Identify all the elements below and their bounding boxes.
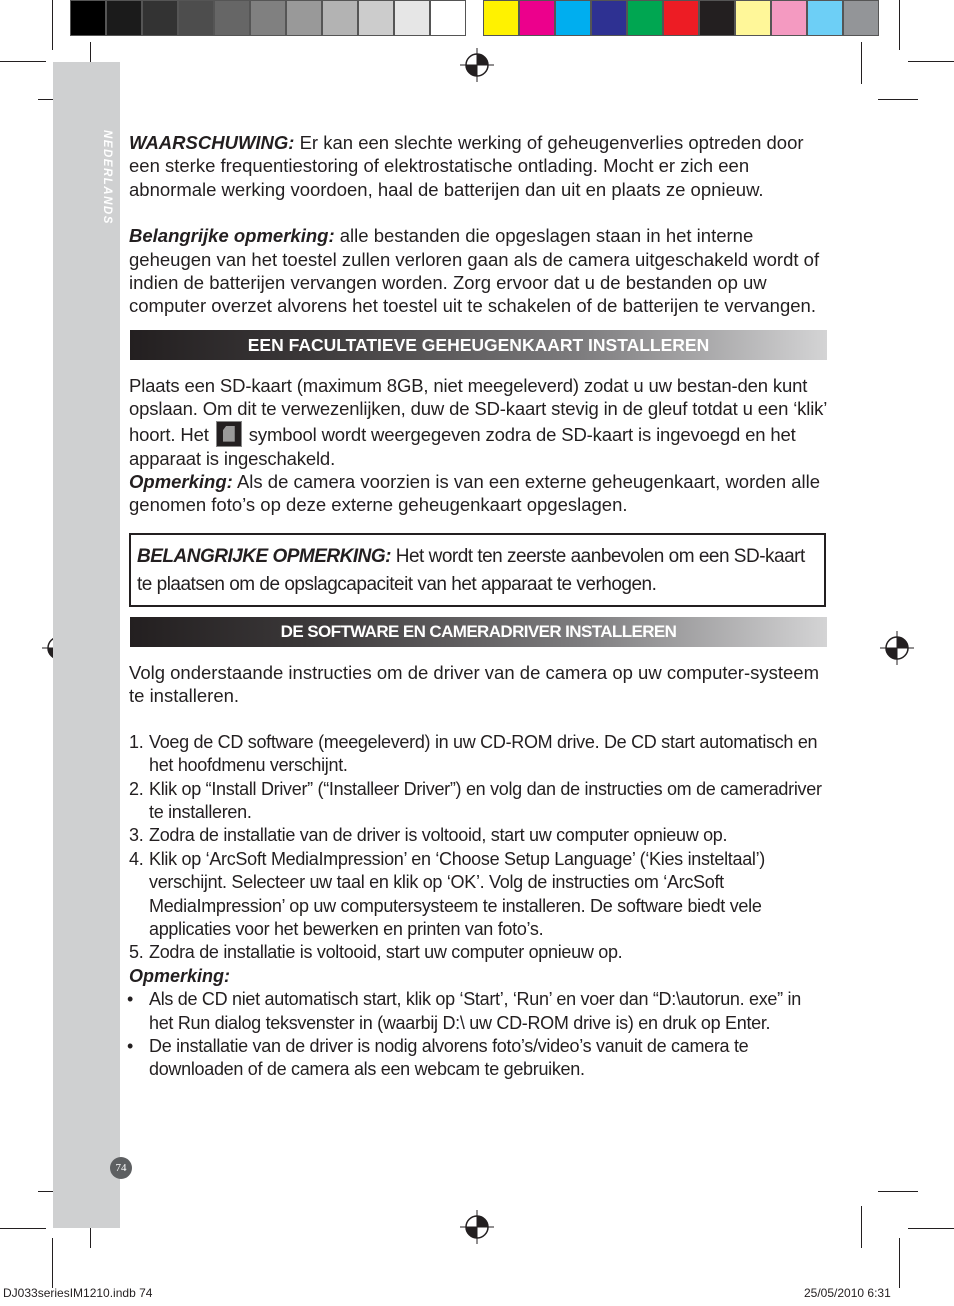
note-lead: Opmerking: — [129, 471, 233, 493]
crop-mark — [908, 1228, 954, 1229]
color-swatch — [663, 0, 699, 36]
crop-mark — [861, 1206, 862, 1248]
crop-mark — [878, 1191, 918, 1192]
grayscale-calibration-bar — [70, 0, 466, 38]
step-number: 2. — [129, 778, 144, 799]
important-lead: Belangrijke opmerking: — [129, 225, 335, 247]
footer-datetime: 25/05/2010 6:31 — [804, 1286, 891, 1300]
registration-mark-icon — [460, 48, 494, 82]
step-text: Klik op ‘ArcSoft MediaImpression’ en ‘Choose Setup Language’ (‘Kies insteltaal’) verschijnt. Selecteer uw taal en klik op ‘OK’. Volg de instructies om ‘ArcSoft MediaImpression’ op uw computersysteem te installeren. De software biedt vele applicaties voor het bewerken en printen van foto’s. — [149, 848, 766, 939]
memory-card-text-2: symbool wordt weergegeven zodra de SD-kaart is ingevoegd en het apparaat is ingeschakeld. — [129, 423, 796, 469]
color-swatch — [214, 0, 250, 36]
color-swatch — [322, 0, 358, 36]
color-calibration-bar — [483, 0, 879, 38]
install-step — [129, 824, 829, 847]
software-note-lead: Opmerking: — [129, 965, 231, 986]
color-swatch — [555, 0, 591, 36]
color-swatch — [286, 0, 322, 36]
color-swatch — [591, 0, 627, 36]
color-swatch — [250, 0, 286, 36]
important-paragraph — [129, 224, 829, 318]
install-step — [129, 848, 829, 942]
page-content — [129, 131, 829, 1082]
memory-card-note — [129, 470, 829, 517]
memory-card-paragraph — [129, 374, 829, 470]
step-number: 1. — [129, 731, 144, 752]
crop-mark — [878, 99, 918, 100]
install-step — [129, 941, 829, 964]
warning-lead: WAARSCHUWING: — [129, 132, 295, 153]
crop-mark — [52, 1238, 53, 1288]
page-number: 74 — [110, 1157, 132, 1179]
crop-mark — [0, 61, 46, 62]
step-number: 4. — [129, 848, 144, 869]
color-swatch — [735, 0, 771, 36]
note-text: Als de camera voorzien is van een externe geheugenkaart, worden alle genomen foto’s op deze externe geheugenkaart opgeslagen. — [129, 471, 821, 516]
step-text: Zodra de installatie van de driver is voltooid, start uw computer opnieuw op. — [149, 825, 728, 846]
crop-mark — [0, 1228, 46, 1229]
color-swatch — [106, 0, 142, 36]
crop-mark — [52, 0, 53, 50]
important-note-box — [129, 533, 826, 607]
color-swatch — [70, 0, 106, 36]
color-swatch — [142, 0, 178, 36]
software-intro: Volg onderstaande instructies om de driver van de camera op uw computer-systeem te installeren. — [129, 661, 819, 707]
install-steps-list — [129, 731, 829, 965]
install-step — [129, 778, 829, 825]
step-number: 3. — [129, 825, 144, 846]
color-swatch — [627, 0, 663, 36]
sd-card-icon — [216, 421, 242, 447]
color-swatch — [771, 0, 807, 36]
color-swatch — [483, 0, 519, 36]
memory-card-text-1: Plaats een SD-kaart (maximum 8GB, niet meegeleverd) zodat u uw bestan-den kunt opslaan. Om dit te verwezenlijken, duw de SD-kaart stevig in de gleuf totdat u een ‘klik’ hoort. Het — [129, 374, 827, 445]
color-swatch — [358, 0, 394, 36]
color-swatch — [394, 0, 430, 36]
section-heading-software: DE SOFTWARE EN CAMERADRIVER INSTALLEREN — [130, 617, 827, 647]
color-swatch — [519, 0, 555, 36]
registration-mark-icon — [460, 1210, 494, 1244]
warning-text: Er kan een slechte werking of geheugenverlies optreden door een sterke frequentiestoring of elektrostatische ontlading. Mocht er zich een abnormale werking voordoen, haal de batterijen dan uit en plaats ze opnieuw. — [129, 132, 804, 200]
color-swatch — [699, 0, 735, 36]
step-text: Zodra de installatie is voltooid, start uw computer opnieuw op. — [149, 942, 623, 963]
color-swatch — [178, 0, 214, 36]
color-swatch — [430, 0, 466, 36]
software-note-bullets — [129, 988, 829, 1082]
step-number: 5. — [129, 942, 144, 963]
warning-paragraph — [129, 131, 829, 201]
color-swatch — [807, 0, 843, 36]
crop-mark — [899, 1238, 900, 1288]
color-swatch — [843, 0, 879, 36]
important-text: alle bestanden die opgeslagen staan in het interne geheugen van het toestel zullen verloren gaan als de camera uitgeschakeld wordt of indien de batterijen vervangen worden. Zorg ervoor dat u de bestanden op uw computer overzet alvorens het toestel uit te schakelen of de batterijen te vervangen. — [129, 225, 820, 317]
section-heading-memory-card: EEN FACULTATIEVE GEHEUGENKAART INSTALLEREN — [130, 330, 827, 360]
crop-mark — [899, 0, 900, 50]
crop-mark — [908, 61, 954, 62]
step-text: Voeg de CD software (meegeleverd) in uw CD-ROM drive. De CD start automatisch en het hoofdmenu verschijnt. — [149, 731, 818, 776]
footer-file-info: DJ033seriesIM1210.indb 74 — [3, 1286, 153, 1300]
registration-mark-icon — [880, 631, 914, 665]
note-bullet: • Als de CD niet automatisch start, klik op ‘Start’, ‘Run’ en voer dan “D:\autorun. exe” in het Run dialog teksvenster in (waarbij D:\ uw CD-ROM drive is) en druk op Enter. — [129, 988, 829, 1035]
language-label: NEDERLANDS — [101, 130, 113, 225]
important-box-text: Het wordt ten zeerste aanbevolen om een SD-kaart te plaatsen om de opslagcapaciteit van het apparaat te verhogen. — [137, 545, 805, 595]
important-box-lead: BELANGRIJKE OPMERKING: — [137, 545, 391, 567]
step-text: Klik op “Install Driver” (“Installeer Driver”) en volg dan de instructies om de cameradriver te installeren. — [149, 778, 822, 822]
note-bullet: • De installatie van de driver is nodig alvorens foto’s/video’s vanuit de camera te downloaden of de camera als een webcam te gebruiken. — [129, 1035, 829, 1082]
crop-mark — [861, 42, 862, 84]
install-step — [129, 731, 829, 778]
